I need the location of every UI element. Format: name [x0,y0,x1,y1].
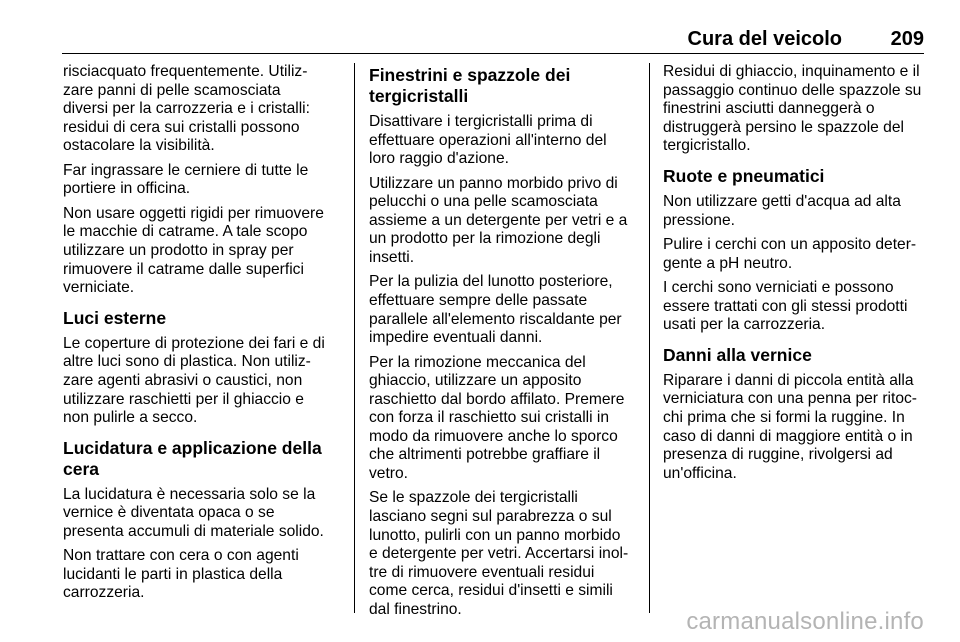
text-line: Utilizzare un panno morbido privo di [369,174,618,192]
heading-luci-esterne: Luci esterne [63,307,167,328]
text-line: zare panni di pelle scamosciata [63,81,281,99]
column-2 [369,63,635,625]
text-line: Non utilizzare getti d'acqua ad alta [663,192,901,210]
text-line: finestrini asciutti danneggerà o [663,100,875,118]
paragraph-cloth [369,175,635,268]
text-line: I cerchi sono verniciati e possono [663,278,894,296]
text-line: usati per la carrozzeria. [663,316,826,334]
text-line: chi prima che si formi la ruggine. In [663,408,905,426]
text-line: tergicristallo. [663,137,751,155]
paragraph-pressure-water [663,193,929,230]
text-line: distruggerà persino le spazzole del [663,118,904,136]
header-rule [62,53,924,54]
text-line: Per la pulizia del lunotto posteriore, [369,273,613,291]
text-line: passaggio continuo delle spazzole su [663,81,922,99]
text-line: Se le spazzole dei tergicristalli [369,489,578,507]
column-1 [63,63,343,609]
text-line: Lucidatura e applicazione della [63,437,322,458]
text-line: effettuare sempre delle passate [369,291,588,309]
page-header [62,28,924,50]
paragraph-rims-painted [663,279,929,335]
text-line: tergicristalli [369,86,469,106]
text-line: Per la rimozione meccanica del [369,353,586,371]
section-title: Cura del veicolo [687,28,842,50]
text-line: diversi per la carrozzeria e i cristalli: [63,100,310,118]
text-line: Residui di ghiaccio, inquinamento e il [663,63,920,80]
text-line: cera [63,458,100,479]
text-line: presenta accumuli di materiale solido. [63,522,324,540]
text-line: impedire eventuali danni. [369,329,543,347]
text-line: un prodotto per la rimozione degli [369,230,601,248]
text-line: vetro. [369,465,408,483]
text-line: Disattivare i tergicristalli prima di [369,113,593,130]
text-line: vernice è diventata opaca o se [63,504,275,522]
text-line: pressione. [663,211,735,229]
text-line: zare agenti abrasivi o caustici, non [63,371,303,389]
heading-finestrini [369,65,635,107]
paragraph-wiper-streaks [369,489,635,619]
paragraph-rims-cleaner [663,236,929,273]
paragraph-rear-window [369,273,635,347]
text-line: pelucchi o una pelle scamosciata [369,193,598,211]
text-line: verniciatura con una penna per ritoc- [663,390,917,408]
text-line: gente a pH neutro. [663,254,793,272]
text-line: utilizzare raschietti per il ghiaccio e [63,390,304,408]
text-line: che altrimenti potrebbe graffiare il [369,446,601,464]
text-line: verniciate. [63,279,135,297]
text-line: tre di rimuovere eventuali residui [369,563,595,581]
text-line: lucidanti le parti in plastica della [63,565,283,583]
text-line: ostacolare la visibilità. [63,137,215,155]
text-line: un'officina. [663,464,737,482]
text-line: caso di danni di maggiore entità o in [663,427,913,445]
paragraph-rinse [63,63,343,156]
heading-danni-vernice: Danni alla vernice [663,344,812,365]
text-line: altre luci sono di plastica. Non utiliz- [63,353,311,371]
paragraph-polishing [63,486,343,542]
text-line: essere trattati con gli stessi prodotti [663,297,908,315]
text-line: presenza di ruggine, rivolgersi ad [663,446,893,464]
text-line: Finestrini e spazzole dei [369,65,571,85]
text-line: come cerca, residui d'insetti e simili [369,582,613,600]
text-line: modo da rimuovere anche lo sporco [369,427,618,445]
text-line: con forza il raschietto sui cristalli in [369,409,610,427]
column-divider-2 [649,63,650,613]
paragraph-lights [63,335,343,428]
text-line: raschietto dal bordo affilato. Premere [369,390,625,408]
text-line: rimuovere il catrame dalle superfici [63,260,304,278]
text-line: portiere in officina. [63,180,191,198]
heading-lucidatura [63,438,343,480]
paragraph-plastic-parts [63,547,343,603]
paragraph-deactivate-wipers [369,113,635,169]
text-line: le macchie di catrame. A tale scopo [63,223,308,241]
text-line: utilizzare un prodotto in spray per [63,241,294,259]
text-line: assieme a un detergente per vetri e a [369,211,628,229]
text-line: non pulirle a secco. [63,409,198,427]
text-line: risciacquato frequentemente. Utiliz- [63,63,308,80]
column-3 [663,63,929,489]
text-line: Non usare oggetti rigidi per rimuovere [63,204,324,222]
paragraph-paint-damage [663,372,929,484]
text-line: residui di cera sui cristalli possono [63,118,300,136]
paragraph-ice-scraper [369,354,635,484]
text-line: Non trattare con cera o con agenti [63,547,299,565]
text-line: Far ingrassare le cerniere di tutte le [63,161,309,179]
text-line: carrozzeria. [63,584,145,602]
text-line: dal finestrino. [369,601,462,619]
text-line: parallele all'elemento riscaldante per [369,310,622,328]
text-line: Riparare i danni di piccola entità alla [663,371,914,389]
paragraph-ice-residue [663,63,929,156]
text-line: ghiaccio, utilizzare un apposito [369,372,582,390]
text-line: loro raggio d'azione. [369,150,509,168]
page-number: 209 [890,28,924,50]
text-line: lunotto, pulirli con un panno morbido [369,526,621,544]
text-line: insetti. [369,248,415,266]
text-line: e detergente per vetri. Accertarsi inol- [369,545,629,563]
text-line: Le coperture di protezione dei fari e di [63,334,325,352]
text-line: effettuare operazioni all'interno del [369,131,607,149]
watermark: carmanualsonline.info [686,608,924,635]
text-line: lasciano segni sul parabrezza o sul [369,508,612,526]
text-line: La lucidatura è necessaria solo se la [63,485,316,503]
paragraph-hinges [63,162,343,199]
column-divider-1 [354,63,355,613]
heading-ruote: Ruote e pneumatici [663,165,825,186]
text-line: Pulire i cerchi con un apposito deter- [663,235,917,253]
paragraph-tar [63,205,343,298]
